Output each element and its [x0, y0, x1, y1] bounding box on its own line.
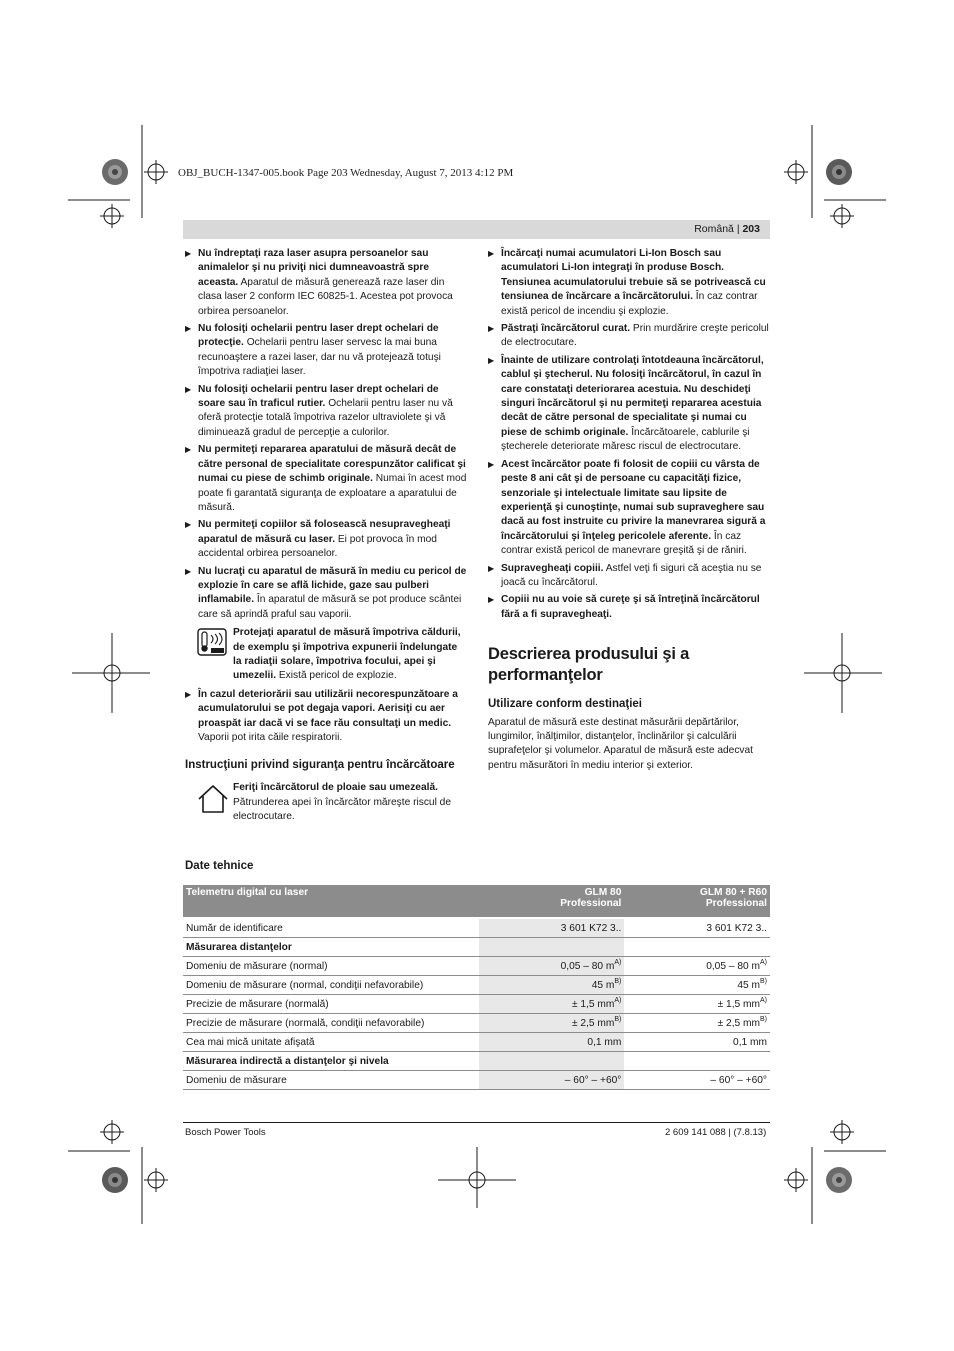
product-description-heading: Descrierea produsului şi a performanţelor: [488, 645, 690, 685]
table-row: [183, 1033, 770, 1052]
safety-item: ▶ Nu folosiţi ochelarii pentru laser drept ochelari de protecţie. Ochelarii pentru laser servesc la mai buna recunoaştere a razei laser, dar nu vă protejează totuşi împotriva radiaţiei laser.: [185, 322, 467, 380]
table-cell: 3 601 K72 3..: [479, 918, 625, 938]
table-header-cell: Telemetru digital cu laser: [183, 885, 479, 918]
safety-item: ▶ Nu folosiţi ochelarii pentru laser drept ochelari de soare sau în traficul rutier. Ochelarii pentru laser nu vă oferă protecţie totală împotriva razelor ultraviolete şi vă diminuează gradul de percepţie a culorilor.: [185, 383, 467, 441]
table-row: [183, 995, 770, 1014]
table-cell: [624, 1052, 770, 1071]
safety-item: ▶ Nu permiteţi repararea aparatului de măsură decât de către personal de specialitate corespunzător calificat şi numai cu piese de schimb originale. Numai în acest mod poate fi garantată siguranţa de exploatare a aparatului de măsură.: [185, 443, 467, 515]
table-cell: 0,05 – 80 $m^{A)}$: [624, 957, 770, 976]
tech-data-table: [183, 885, 770, 1090]
table-cell: Domeniu de măsurare (normal, condiţii nefavorabile): [183, 976, 479, 995]
intended-use-heading: Utilizare conform destinaţiei: [488, 698, 643, 711]
charger-item: ▶ Păstraţi încărcătorul curat. Prin murdărire creşte pericolul de electrocutare.: [488, 322, 770, 351]
table-row: [183, 1071, 770, 1090]
table-cell: [624, 938, 770, 957]
table-cell: Domeniu de măsurare: [183, 1071, 479, 1090]
tech-data-heading: Date tehnice: [185, 860, 254, 872]
table-cell: 0,1 mm: [479, 1033, 625, 1052]
table-header-cell: GLM 80 Professional: [479, 885, 625, 918]
table-body: [183, 918, 770, 1090]
charger-item: ▶ Acest încărcător poate fi folosit de copiii cu vârsta de peste 8 ani cât şi de persoane cu capacităţi fizice, senzoriale şi intelectuale limitate sau lipsite de experienţă şi cunoştinţe, numai sub supraveghere sau dacă au fost instruite cu privire la manevrarea sigură a încărcătorului şi înţeleg pericolele aferente. În caz contrar există pericol de manevrare greşită şi de răniri.: [488, 458, 770, 559]
safety-item: ▶ În cazul deteriorării sau utilizării necorespunzătoare a acumulatorului se pot degaja vapori. Aerisiţi cu aer proaspăt iar dacă vi se face rău consultaţi un medic. Vaporii pot irita căile respiratorii.: [185, 688, 467, 746]
table-subheader-row: [183, 1052, 770, 1071]
table-cell: Măsurarea distanţelor: [183, 938, 479, 957]
table-row: [183, 976, 770, 995]
table-cell: Precizie de măsurare (normală, condiţii nefavorabile): [183, 1014, 479, 1033]
header-separator: |: [736, 223, 740, 235]
rain-warning: Feriţi încărcătorul de ploaie sau umezeală. Pătrunderea apei în încărcător măreşte riscul de electrocutare.: [185, 781, 467, 835]
table-cell: ± 1,5 $mm^{A)}$: [479, 995, 625, 1014]
page-number: 203: [742, 223, 760, 235]
table-cell: ± 1,5 $mm^{A)}$: [624, 995, 770, 1014]
table-row: [183, 1014, 770, 1033]
table-cell: Măsurarea indirectă a distanţelor şi nivela: [183, 1052, 479, 1071]
charger-safety-heading: Instrucţiuni privind siguranţa pentru încărcătoare: [185, 759, 455, 772]
table-cell: – 60° – +60°: [479, 1071, 625, 1090]
left-column: [185, 247, 467, 839]
table-row: [183, 918, 770, 938]
charger-item: ▶ Copiii nu au voie să cureţe şi să întreţină încărcătorul fără a fi supravegheaţi.: [488, 593, 770, 622]
table-cell: 45 $m^{B)}$: [479, 976, 625, 995]
house-icon: [197, 784, 229, 814]
charger-item: ▶ Încărcaţi numai acumulatori Li-Ion Bosch sau acumulatori Li-Ion integraţi în produse Bosch. Tensiunea acumulatorului trebuie să se potrivească cu tensiunea de încărcare a încărcătorului. În caz contrar există pericol de incendiu şi explozie.: [488, 247, 770, 319]
table-row: [183, 957, 770, 976]
footer-doc-number: 2 609 141 088 | (7.8.13): [665, 1127, 767, 1138]
table-cell: Cea mai mică unitate afişată: [183, 1033, 479, 1052]
safety-item: ▶ Nu îndreptaţi raza laser asupra persoanelor sau animalelor şi nu priviţi nici dumneavoastră spre aceasta. Aparatul de măsură generează raze laser din clasa laser 2 conform IEC 60825-1. Acestea pot provoca orbirea persoanelor.: [185, 247, 467, 319]
charger-item: ▶ Supravegheaţi copiii. Astfel veţi fi siguri că aceştia nu se joacă cu încărcătorul.: [488, 562, 770, 591]
table-header-row: [183, 885, 770, 918]
header-language: Română: [694, 223, 734, 235]
table-header-cell: GLM 80 + R60 Professional: [624, 885, 770, 918]
running-head: [694, 223, 760, 235]
table-cell: [479, 938, 625, 957]
page-header: [183, 220, 770, 239]
table-cell: 0,05 – 80 $m^{A)}$: [479, 957, 625, 976]
footer-rule: [183, 1122, 770, 1123]
table-cell: Precizie de măsurare (normală): [183, 995, 479, 1014]
table-cell: ± 2,5 $mm^{B)}$: [479, 1014, 625, 1033]
table-cell: 3 601 K72 3..: [624, 918, 770, 938]
table-cell: ± 2,5 $mm^{B)}$: [624, 1014, 770, 1033]
footer-brand: Bosch Power Tools: [185, 1127, 266, 1138]
table-subheader-row: [183, 938, 770, 957]
table-cell: 0,1 mm: [624, 1033, 770, 1052]
heat-warning-icon: [197, 628, 227, 656]
table-cell: [479, 1052, 625, 1071]
book-meta-line: OBJ_BUCH-1347-005.book Page 203 Wednesday, August 7, 2013 4:12 PM: [178, 167, 514, 179]
intended-use-text: Aparatul de măsură este destinat măsurării depărtărilor, lungimilor, înălţimilor, distanţelor, înclinărilor şi calculării suprafeţelor şi volumelor. Aparatul de măsură este adecvat pentru măsurători în mediu interior şi exterior.: [488, 716, 754, 771]
charger-item: ▶ Înainte de utilizare controlaţi întotdeauna încărcătorul, cablul şi ştecherul. Nu folosiţi încărcătorul, în cazul în care constataţi deteriorarea acestuia. Nu deschideţi singuri încărcătorul şi nu permiteţi repararea acestuia decât de către personal de specialitate şi numai cu piese de schimb originale. Încărcătoarele, cablurile şi ştecherele deteriorate măresc riscul de electrocutare.: [488, 354, 770, 455]
table-cell: – 60° – +60°: [624, 1071, 770, 1090]
table-cell: 45 $m^{B)}$: [624, 976, 770, 995]
table-cell: Număr de identificare: [183, 918, 479, 938]
safety-item: ▶ Nu permiteţi copiilor să folosească nesupravegheaţi aparatul de măsură cu laser. Ei pot provoca în mod accidental orbirea persoanelor.: [185, 518, 467, 561]
heat-warning: Protejaţi aparatul de măsură împotriva căldurii, de exemplu şi împotriva expunerii îndelungate la radiaţii solare, împotriva focului, apei şi umezelii. Există pericol de explozie.: [185, 626, 467, 684]
right-column: [488, 247, 770, 773]
table-cell: Domeniu de măsurare (normal): [183, 957, 479, 976]
safety-item: ▶ Nu lucraţi cu aparatul de măsură în mediu cu pericol de explozie în care se află lichide, gaze sau pulberi inflamabile. În aparatul de măsură se pot produce scântei care să aprindă praful sau vaporii.: [185, 565, 467, 623]
